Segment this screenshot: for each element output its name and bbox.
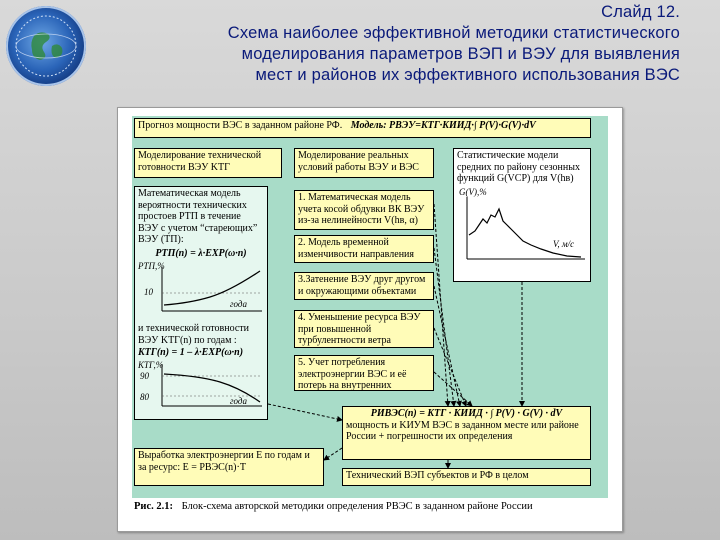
- real-conditions-text: Моделирование реальных условий работы ВЭУ и ВЭС: [298, 150, 419, 173]
- globe-logo-icon: [6, 6, 86, 86]
- forecast-text: Прогноз мощности ВЭС в заданном районе РФ.: [138, 120, 343, 131]
- slide-number: Слайд 12.: [601, 3, 680, 21]
- title-line-3: мест и районов их эффективного использования ВЭС: [255, 66, 680, 84]
- readiness-graph-tick-2: 80: [140, 391, 149, 402]
- math-model-line-2: вероятности технических: [138, 199, 247, 211]
- statistical-models-text: Статистические модели средних по району сезонных функций G(VСР) для V(hв): [457, 150, 580, 184]
- math-model-line-4: ВЭУ с учетом “стареющих”: [138, 222, 258, 234]
- readiness-graph-ylabel: KТГ,%: [138, 359, 164, 370]
- math-model-line-5: ВЭУ (ТП):: [138, 234, 184, 245]
- wind-graph-xlabel: V, м/с: [553, 238, 575, 249]
- consumption-text: 5. Учет потребления электроэнергии ВЭС и её потерь на внутренних: [298, 357, 407, 391]
- readiness-line-1: и технической готовности: [138, 323, 250, 334]
- math-model-formula: PТП(n) = λ·EXP(ω·n): [155, 247, 247, 259]
- direction-variability-text: 2. Модель временной изменчивости направления: [298, 237, 414, 260]
- result-text: мощность и KИУМ ВЭС в заданном месте или районе России + погрешности их определения: [346, 419, 579, 442]
- math-model-line-3: простоев PТП в течение: [138, 211, 241, 222]
- wind-graph-ylabel: G(V),%: [459, 186, 487, 197]
- readiness-formula: KТГ(n) = 1 – λ·EXP(ω·n): [138, 347, 244, 358]
- readiness-graph-xlabel: года: [230, 395, 247, 406]
- diagram-figure: [117, 107, 623, 532]
- figure-caption: [134, 501, 614, 512]
- downtime-graph-ylabel: PТП,%: [138, 261, 165, 271]
- readiness-graph-tick-1: 90: [140, 370, 149, 381]
- readiness-line-2: ВЭУ KТГ(n) по годам :: [138, 334, 237, 346]
- oblique-flow-text: 1. Математическая модель учета косой обдувки ВК ВЭУ из-за нелинейности V(hв, α): [298, 192, 425, 226]
- caption-label: Рис. 2.1:: [134, 501, 173, 512]
- technical-potential-text: Технический ВЭП субъектов и РФ в целом: [346, 470, 529, 481]
- result-formula: PИВЭС(n) = KТГ · KИИД · ∫ P(V) · G(V) · dV: [370, 408, 563, 419]
- title-line-1: Схема наиболее эффективной методики статистического: [227, 24, 680, 42]
- shading-text: 3.Затенение ВЭУ друг другом и окружающими объектами: [298, 274, 426, 297]
- flow-arrows: [118, 108, 622, 531]
- title-line-2: моделирования параметров ВЭП и ВЭУ для выявления: [241, 45, 680, 63]
- tech-readiness-text: Моделирование технической готовности ВЭУ KТГ: [138, 150, 262, 173]
- forecast-model: Модель: PВЭУ=KТГ·KИИД·∫ P(V)·G(V)·dV: [350, 120, 536, 131]
- slide-title: [120, 2, 680, 86]
- caption-text: Блок-схема авторской методики определения PВЭС в заданном районе России: [181, 501, 533, 512]
- downtime-graph-xlabel: года: [230, 299, 247, 309]
- downtime-graph-tick: 10: [144, 287, 153, 297]
- energy-output-text: Выработка электроэнергии E по годам и за ресурс: E = PВЭС(n)·T: [138, 450, 310, 473]
- math-model-line-1: Математическая модель: [138, 188, 241, 199]
- resource-decrease-text: 4. Уменьшение ресурса ВЭУ при повышенной турбулентности ветра: [298, 312, 421, 346]
